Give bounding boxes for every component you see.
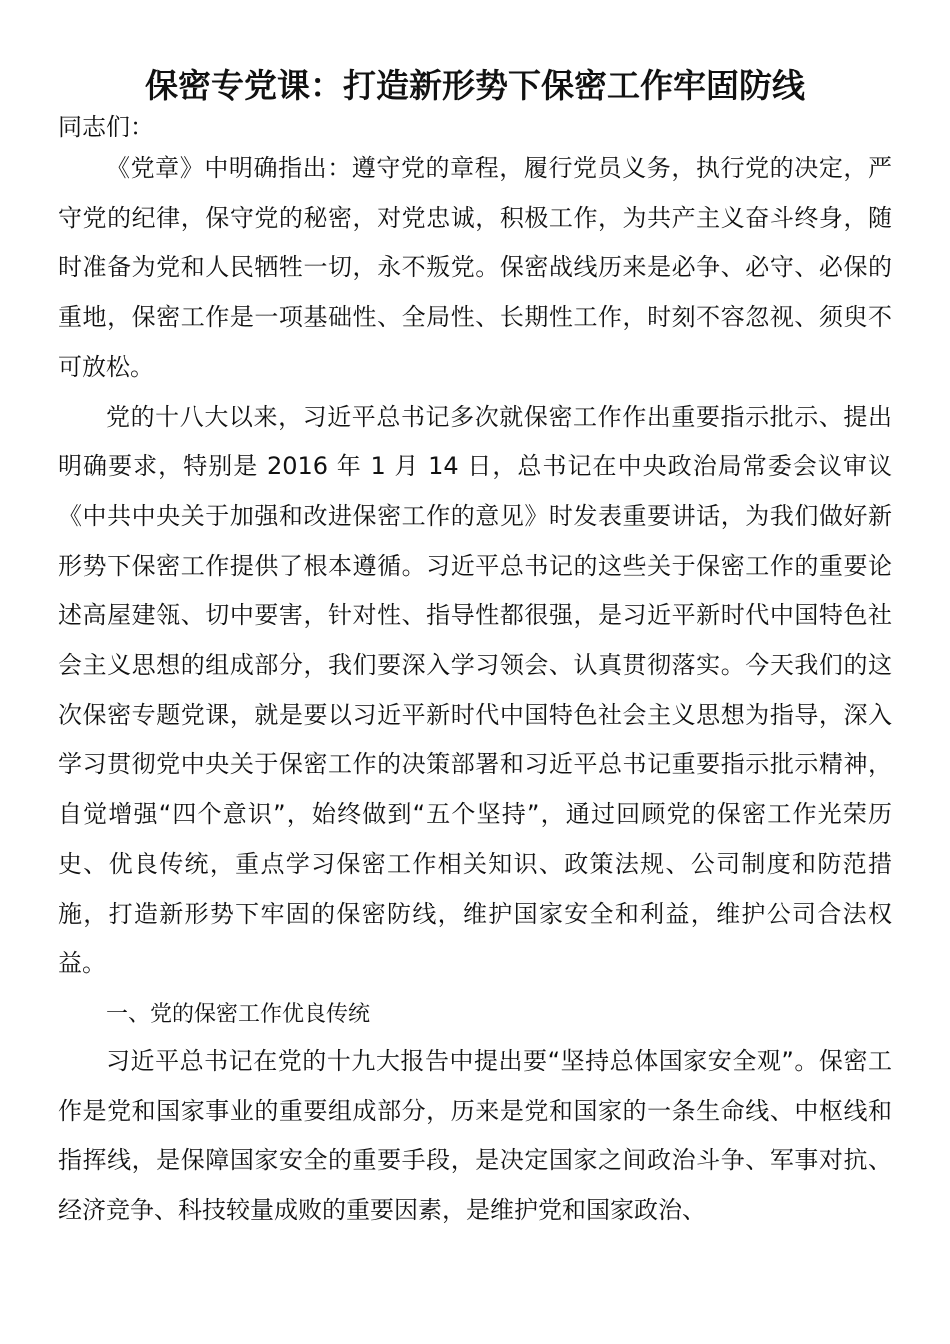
paragraph-1: 《党章》中明确指出：遵守党的章程，履行党员义务，执行党的决定，严守党的纪律，保守党的秘密，对党忠诚，积极工作，为共产主义奋斗终身，随时准备为党和人民牺牲一切，永不叛党。保密战线历来是必争、必守、必保的重地，保密工作是一项基础性、全局性、长期性工作，时刻不容忽视、须臾不可放松。 [58, 154, 892, 381]
paragraph-2: 党的十八大以来，习近平总书记多次就保密工作作出重要指示批示、提出明确要求，特别是 2016 年 1 月 14 日，总书记在中央政治局常委会议审议《中共中央关于加强和改进保密工作的意见》时发表重要讲话，为我们做好新形势下保密工作提供了根本遵循。习近平总书记的这些关于保密工作的重要论述高屋建瓴、切中要害，针对性、指导性都很强，是习近平新时代中国特色社会主义思想的组成部分，我们要深入学习领会、认真贯彻落实。今天我们的这次保密专题党课，就是要以习近平新时代中国特色社会主义思想为指导，深入学习贯彻党中央关于保密工作的决策部署和习近平总书记重要指示批示精神，自觉增强“四个意识”，始终做到“五个坚持”，通过回顾党的保密工作光荣历史、优良传统，重点学习保密工作相关知识、政策法规、公司制度和防范措施，打造新形势下牢固的保密防线，维护国家安全和利益，维护公司合法权益。 [58, 402, 892, 978]
paragraph-3: 习近平总书记在党的十九大报告中提出要“坚持总体国家安全观”。保密工作是党和国家事业的重要组成部分，历来是党和国家的一条生命线、中枢线和指挥线，是保障国家安全的重要手段，是决定国家之间政治斗争、军事对抗、经济竞争、科技较量成败的重要因素，是维护党和国家政治、 [58, 1046, 892, 1225]
document-title: 保密专党课：打造新形势下保密工作牢固防线 [145, 66, 805, 105]
section-heading: 一、党的保密工作优良传统 [106, 1001, 371, 1027]
salutation: 同志们： [58, 113, 154, 141]
